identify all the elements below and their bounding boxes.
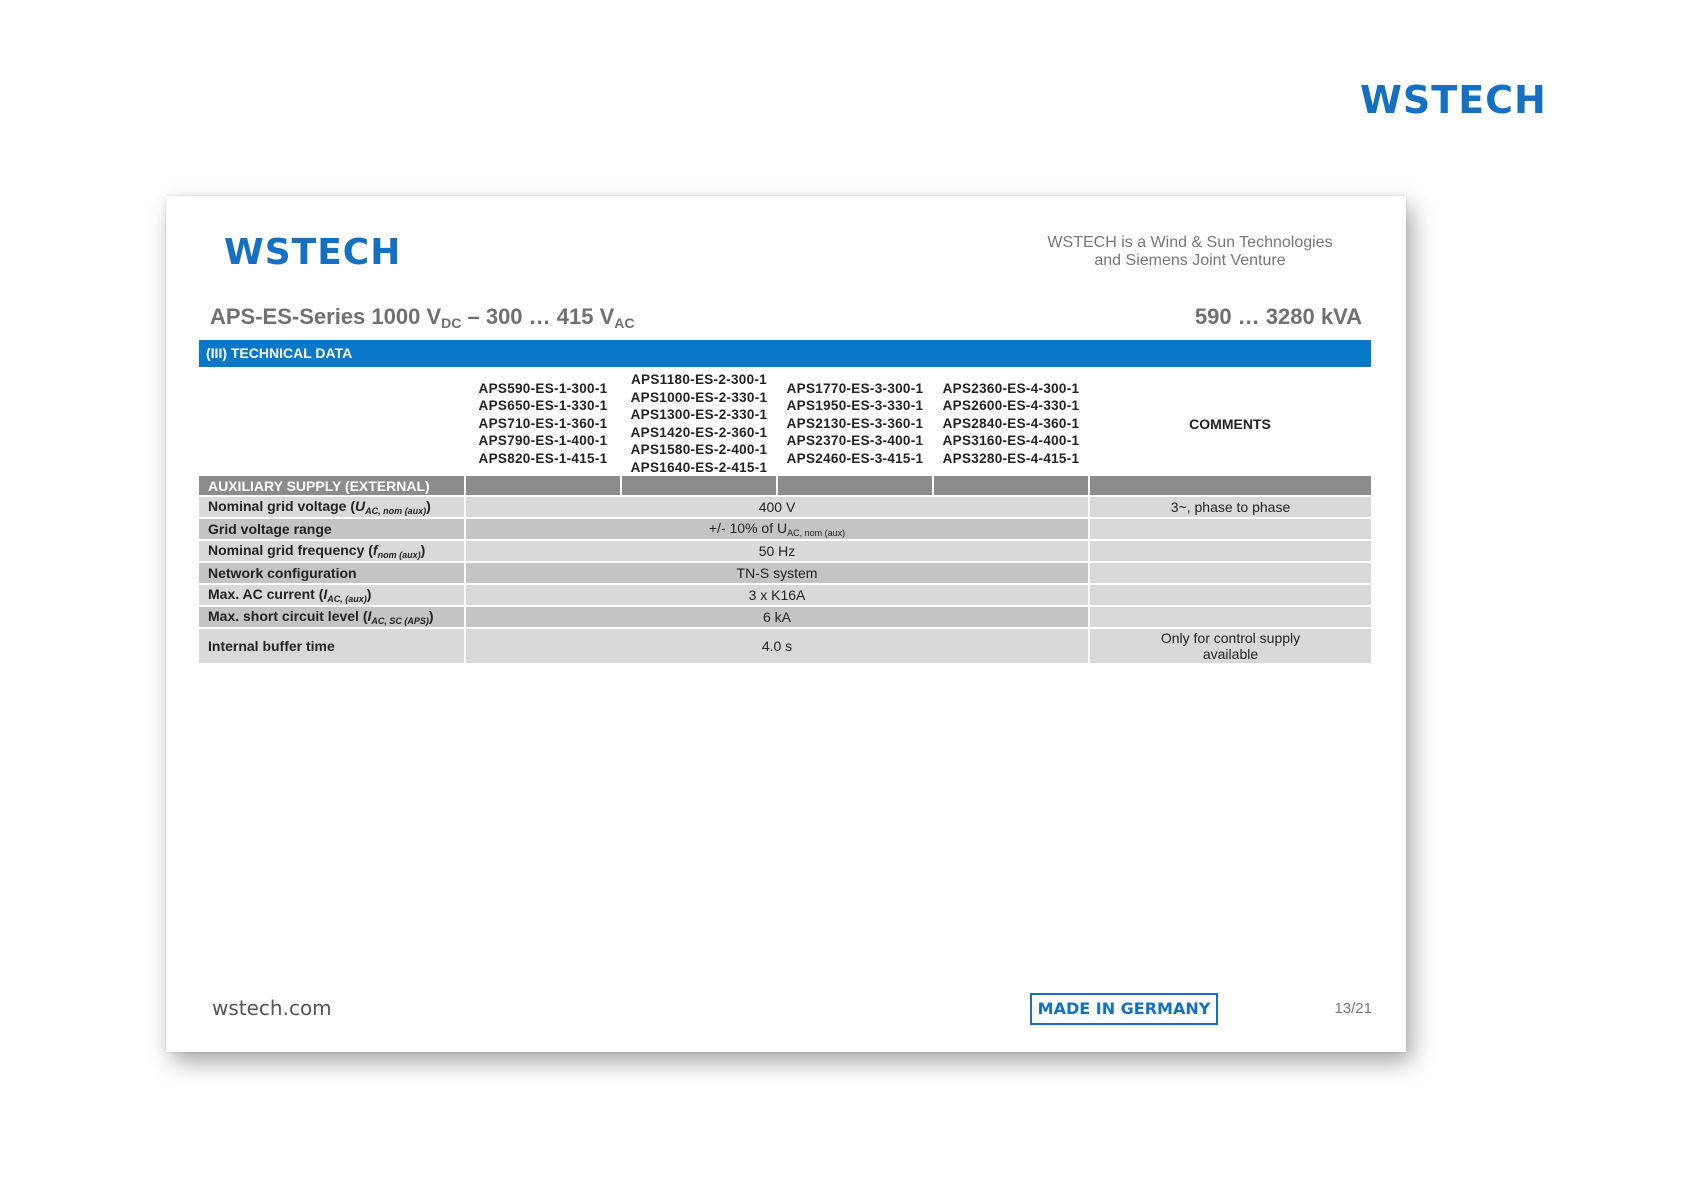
table-row bbox=[199, 606, 1371, 628]
series-title-sub-dc: DC bbox=[441, 315, 462, 331]
group-cell bbox=[1089, 476, 1371, 496]
row-comment: 3~, phase to phase bbox=[1089, 496, 1371, 518]
row-comment bbox=[1089, 562, 1371, 584]
model-column-3 bbox=[777, 371, 933, 476]
row-value-text: +/- 10% of U bbox=[708, 520, 788, 536]
empty-header-cell bbox=[199, 371, 465, 476]
power-range: 590 … 3280 kVA bbox=[1194, 304, 1362, 329]
row-value: 400 V bbox=[465, 496, 1089, 518]
model-name: APS590-ES-1-300-1 bbox=[478, 380, 608, 396]
table-row bbox=[199, 562, 1371, 584]
technical-data-table bbox=[199, 371, 1371, 663]
model-name: APS3280-ES-4-415-1 bbox=[942, 450, 1080, 466]
row-label-symbol: I bbox=[367, 608, 372, 624]
group-cell bbox=[933, 476, 1089, 496]
model-name: APS2360-ES-4-300-1 bbox=[942, 380, 1080, 396]
model-name: APS1950-ES-3-330-1 bbox=[786, 398, 924, 414]
model-name: APS2600-ES-4-330-1 bbox=[942, 398, 1080, 414]
series-title-mid: – 300 … 415 V bbox=[461, 304, 615, 329]
model-name: APS2840-ES-4-360-1 bbox=[942, 415, 1080, 431]
model-name: APS1180-ES-2-300-1 bbox=[631, 372, 767, 387]
model-name: APS1300-ES-2-330-1 bbox=[630, 407, 768, 422]
row-label-subscript: AC, SC (APS) bbox=[371, 616, 429, 626]
row-comment bbox=[1089, 584, 1371, 606]
group-cell bbox=[465, 476, 621, 496]
row-label: Max. short circuit level $(I_{AC, SC (APS)})$ bbox=[199, 606, 465, 628]
row-comment bbox=[1089, 628, 1371, 663]
row-value: 3 x K16A bbox=[465, 584, 1089, 606]
group-cell bbox=[777, 476, 933, 496]
model-name: APS1420-ES-2-360-1 bbox=[630, 424, 768, 440]
row-label-text: Max. short circuit level ( bbox=[208, 608, 368, 624]
row-label-text: Nominal grid frequency ( bbox=[208, 542, 373, 558]
joint-venture-note bbox=[1030, 234, 1350, 270]
card-logo: WSTECH bbox=[224, 232, 402, 273]
table-row bbox=[199, 496, 1371, 518]
row-value: TN-S system bbox=[465, 562, 1089, 584]
model-column-2 bbox=[621, 371, 777, 476]
row-label-subscript: AC, nom (aux) bbox=[365, 506, 427, 516]
model-name: APS790-ES-1-400-1 bbox=[478, 433, 608, 449]
slide-card bbox=[166, 196, 1406, 1052]
row-comment-line: Only for control supply bbox=[1160, 630, 1301, 646]
row-label-text: Nominal grid voltage ( bbox=[208, 498, 356, 514]
made-in-germany-badge: MADE IN GERMANY bbox=[1030, 993, 1218, 1025]
model-name: APS3160-ES-4-400-1 bbox=[942, 433, 1080, 449]
group-label: AUXILIARY SUPPLY (EXTERNAL) bbox=[199, 476, 465, 496]
group-cell bbox=[621, 476, 777, 496]
series-title-prefix: APS-ES-Series 1000 V bbox=[210, 304, 442, 329]
page-number: 13/21 bbox=[1334, 1000, 1372, 1017]
jv-note-line-2: and Siemens Joint Venture bbox=[1094, 252, 1286, 269]
row-value: 4.0 s bbox=[465, 628, 1089, 663]
row-label: Grid voltage range bbox=[199, 518, 465, 540]
footer-url: wstech.com bbox=[212, 996, 332, 1020]
row-label: Nominal grid frequency $(f_{nom (aux)})$ bbox=[199, 540, 465, 562]
model-name: APS820-ES-1-415-1 bbox=[478, 450, 608, 466]
series-title-sub-ac: AC bbox=[614, 315, 635, 331]
model-name: APS2460-ES-3-415-1 bbox=[786, 450, 924, 466]
table-row bbox=[199, 518, 1371, 540]
row-value-subscript: AC, nom (aux) bbox=[787, 528, 846, 538]
row-comment bbox=[1089, 540, 1371, 562]
comments-header: COMMENTS bbox=[1189, 415, 1271, 432]
jv-note-line-1: WSTECH is a Wind & Sun Technologies bbox=[1047, 234, 1333, 251]
model-name: APS1000-ES-2-330-1 bbox=[630, 389, 768, 405]
row-comment bbox=[1089, 518, 1371, 540]
row-label: Network configuration bbox=[199, 562, 465, 584]
row-label-symbol: f bbox=[372, 542, 378, 558]
model-column-4 bbox=[933, 371, 1089, 476]
table-row bbox=[199, 584, 1371, 606]
row-label-subscript: nom (aux) bbox=[377, 550, 421, 560]
row-value: 50 Hz bbox=[465, 540, 1089, 562]
model-name: APS710-ES-1-360-1 bbox=[478, 415, 608, 431]
row-comment bbox=[1089, 606, 1371, 628]
row-comment-line: available bbox=[1202, 646, 1259, 662]
table-row bbox=[199, 628, 1371, 663]
row-label-text: Max. AC current ( bbox=[208, 586, 324, 602]
section-header: (III) TECHNICAL DATA bbox=[199, 340, 1371, 367]
model-column-1 bbox=[465, 371, 621, 476]
model-name: APS1580-ES-2-400-1 bbox=[630, 442, 768, 457]
model-name: APS650-ES-1-330-1 bbox=[478, 398, 608, 414]
model-name: APS2130-ES-3-360-1 bbox=[786, 415, 924, 431]
model-name: APS1640-ES-2-415-1 bbox=[630, 459, 768, 475]
model-header-row bbox=[199, 371, 1371, 476]
series-title bbox=[210, 304, 635, 331]
row-label: Nominal grid voltage $(U_{AC, nom (aux)})$ bbox=[199, 496, 465, 518]
row-label: Max. AC current $(I_{AC, (aux)})$ bbox=[199, 584, 465, 606]
header-logo: WSTECH bbox=[1360, 78, 1547, 122]
row-label: Internal buffer time bbox=[199, 628, 465, 663]
row-label-symbol: U bbox=[355, 498, 366, 514]
table-row bbox=[199, 540, 1371, 562]
row-label-subscript: AC, (aux) bbox=[327, 594, 367, 604]
group-header-row bbox=[199, 476, 1371, 496]
row-value bbox=[465, 518, 1089, 540]
row-value: 6 kA bbox=[465, 606, 1089, 628]
model-name: APS2370-ES-3-400-1 bbox=[786, 433, 924, 449]
row-label-symbol: I bbox=[323, 586, 328, 602]
model-name: APS1770-ES-3-300-1 bbox=[786, 380, 924, 396]
